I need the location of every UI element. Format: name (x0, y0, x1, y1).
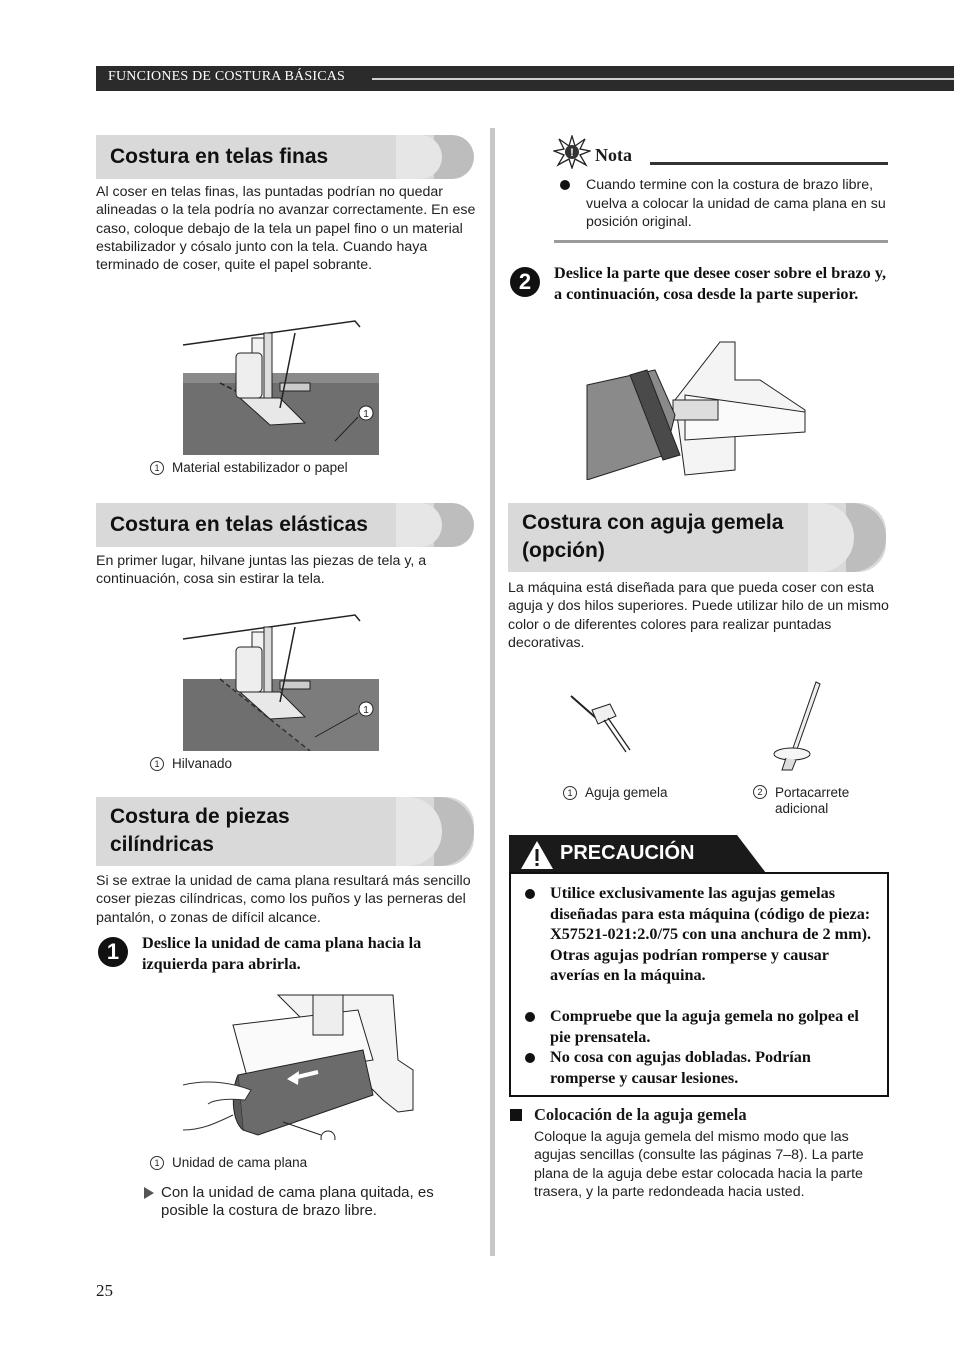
step-1-text: Deslice la unidad de cama plana hacia la izquierda para abrirla. (142, 934, 422, 973)
caption-text: Portacarrete adicional (775, 785, 850, 816)
nota-bottom-rule (554, 240, 888, 243)
caption-number: 1 (150, 757, 164, 771)
precaution-item-1: Utilice exclusivamente las agujas gemelas diseñadas para esta máquina (código de pieza: X57521-021:2.0/75 con una anchura de 2 mm). Otras agujas podrían romperse y causar averías en la máquina. (550, 884, 872, 985)
free-arm-illustration (585, 340, 807, 480)
step-2-badge: 2 (510, 267, 540, 297)
caption-number: 1 (150, 461, 164, 475)
section-title: Costura con aguja gemela (opción) (522, 511, 784, 562)
caption-number: 1 (150, 1156, 164, 1170)
section-title: Costura en telas finas (110, 145, 329, 168)
section-heading-cilindricas (96, 797, 474, 866)
step-1-badge: 1 (98, 937, 128, 967)
precaution-item-3: No cosa con agujas dobladas. Podrían romperse y causar lesiones. (550, 1048, 811, 1087)
callout-number: 1 (363, 705, 369, 716)
flatbed-removal-illustration (183, 990, 418, 1140)
section-heading-gemela (508, 503, 886, 572)
nota-star-icon (553, 135, 591, 169)
cilindricas-result: Con la unidad de cama plana quitada, es posible la costura de brazo libre. (161, 1184, 434, 1220)
caption-text: Material estabilizador o papel (172, 460, 348, 475)
caption-text: Hilvanado (172, 756, 233, 771)
svg-text:!: ! (570, 147, 574, 159)
section-heading-elasticas (96, 503, 474, 547)
bullet-dot-icon (560, 180, 570, 190)
nota-item: Cuando termine con la costura de brazo libre, vuelva a colocar la unidad de cama plana en su posición original. (586, 177, 886, 231)
section-heading-finas (96, 135, 474, 179)
precaution-item-2: Compruebe que la aguja gemela no golpea el pie prensatela. (550, 1007, 859, 1046)
cilindricas-caption (150, 1155, 307, 1170)
spool-pin-illustration (768, 680, 828, 772)
caption-text: Unidad de cama plana (172, 1155, 308, 1170)
finas-caption (150, 460, 348, 475)
colocacion-body: Coloque la aguja gemela del mismo modo que las agujas sencillas (consulte las páginas 7–8). La parte plana de la aguja debe estar colocada hacia la parte trasera, y la parte redondeada hacia usted. (534, 1129, 864, 1200)
elasticas-caption (150, 756, 232, 771)
square-bullet-icon (510, 1109, 522, 1121)
finas-body: Al coser en telas finas, las puntadas podrían no quedar alineadas o la tela podría no avanzar correctamente. En ese caso, coloque debajo de la tela un papel fino o un material estabilizador y cósalo junto con la tela. Cuando haya terminado de coser, quite el papel sobrante. (96, 184, 476, 274)
page-number: 25 (96, 1281, 113, 1300)
column-divider (490, 128, 495, 1256)
caption-text: Aguja gemela (585, 785, 668, 800)
thin-fabric-illustration (180, 313, 380, 455)
precaution-label: PRECAUCIÓN (560, 842, 695, 864)
colocacion-title: Colocación de la aguja gemela (534, 1105, 747, 1124)
step-2-text: Deslice la parte que desee coser sobre el brazo y, a continuación, cosa desde la parte superior. (554, 264, 887, 303)
cilindricas-body: Si se extrae la unidad de cama plana resultará más sencillo coser piezas cilíndricas, como los puños y las perneras del pantalón, o zonas de difícil alcance. (96, 873, 471, 926)
nota-label: Nota (595, 145, 632, 165)
elasticas-body: En primer lugar, hilvane juntas las piezas de tela y, a continuación, cosa sin estirar la tela. (96, 553, 427, 588)
stretch-fabric-illustration (180, 607, 380, 751)
gemela-caption-2 (753, 785, 849, 817)
bullet-dot-icon (525, 1012, 535, 1022)
callout-number: 1 (363, 409, 369, 420)
header-title: FUNCIONES DE COSTURA BÁSICAS (108, 69, 346, 84)
twin-needle-illustration (568, 692, 634, 756)
nota-rule (650, 162, 888, 165)
gemela-body: La máquina está diseñada para que pueda coser con esta aguja y dos hilos superiores. Puede utilizar hilo de un mismo color o de diferentes colores para realizar puntadas decorativas. (508, 580, 889, 651)
section-title: Costura en telas elásticas (110, 513, 368, 536)
caption-number: 1 (563, 786, 577, 800)
header-rule (372, 78, 954, 80)
gemela-caption-1 (563, 785, 668, 800)
caption-number: 2 (753, 785, 767, 799)
section-title: Costura de piezas cilíndricas (110, 805, 290, 856)
bullet-dot-icon (525, 1053, 535, 1063)
arrow-right-icon (143, 1186, 155, 1200)
bullet-dot-icon (525, 889, 535, 899)
